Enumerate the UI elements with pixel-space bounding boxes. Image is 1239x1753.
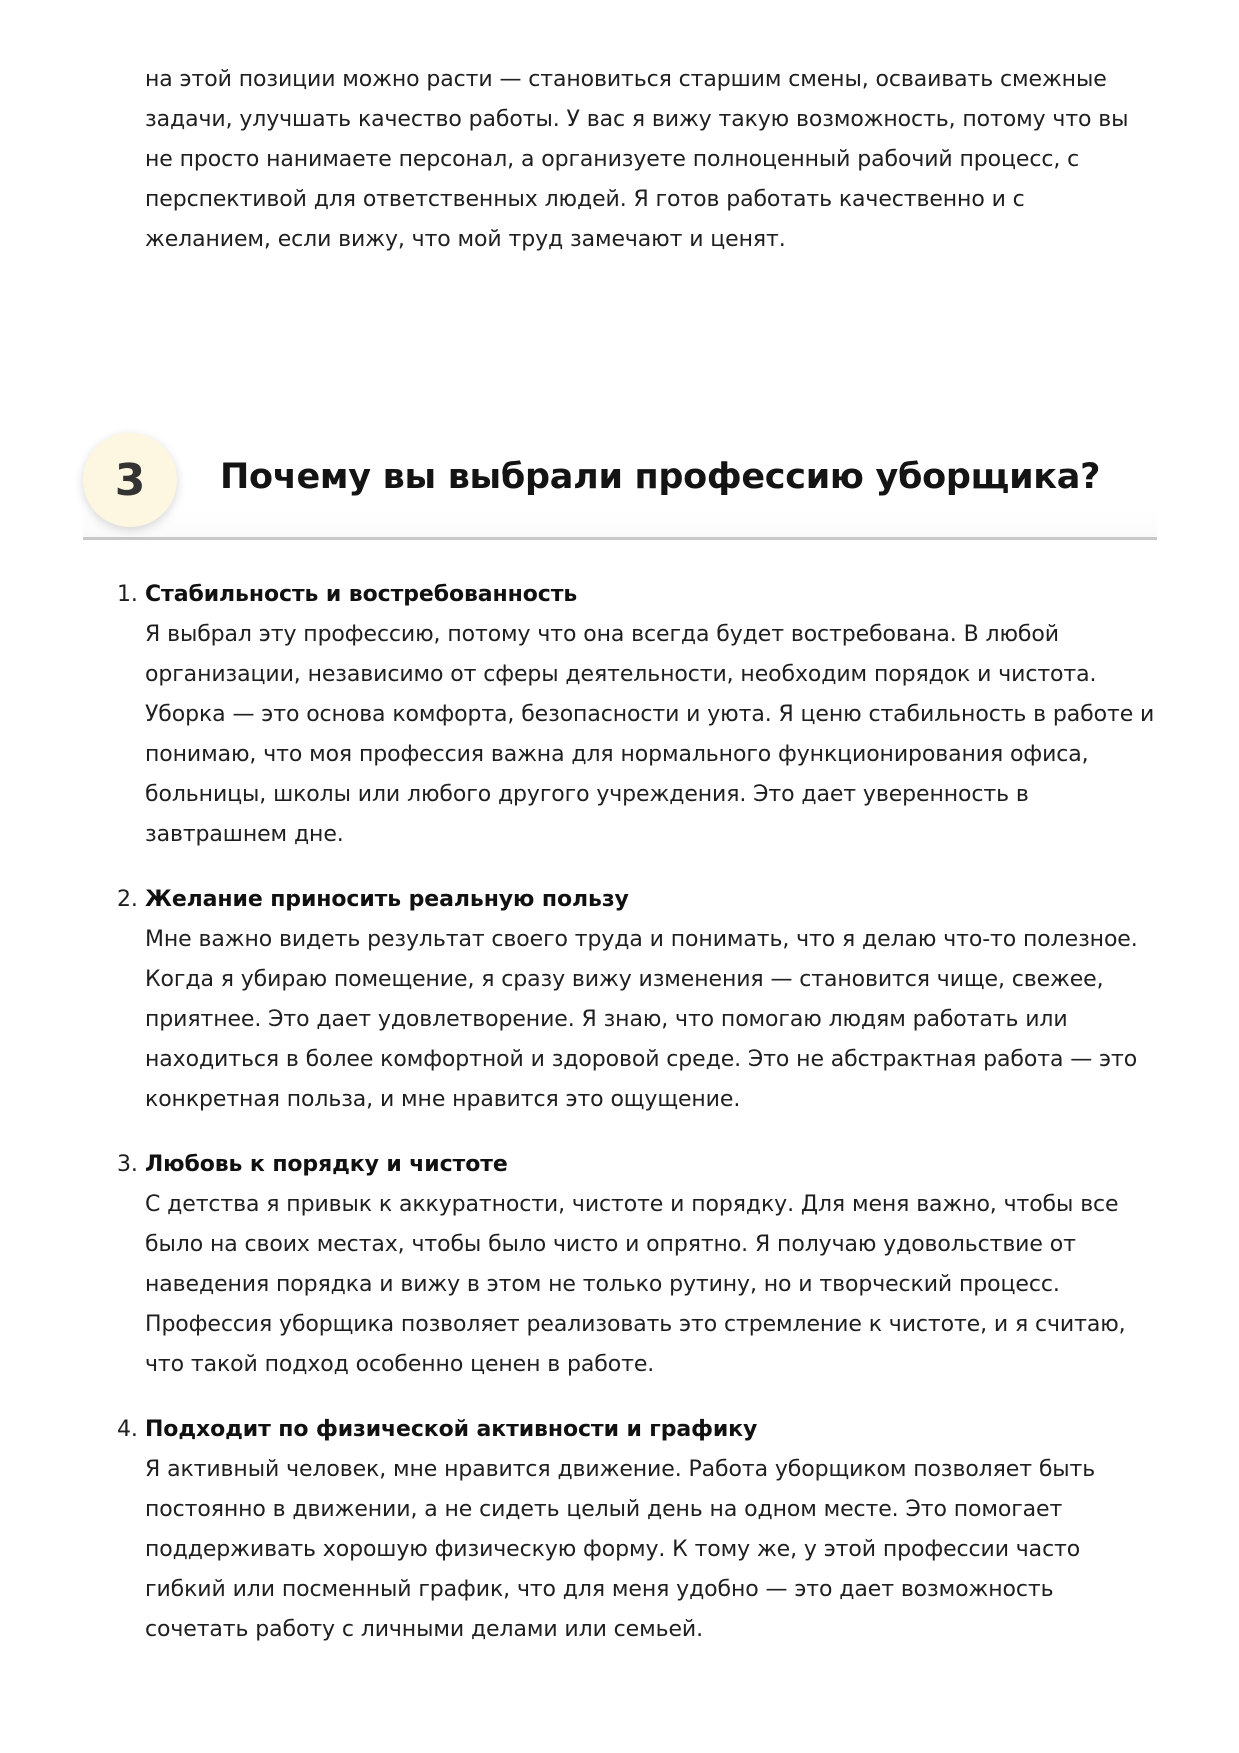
section-title: Почему вы выбрали профессию уборщика?	[220, 457, 1101, 497]
list-item-title: Любовь к порядку и чистоте	[145, 1152, 508, 1177]
section-number-badge: 3	[83, 433, 177, 527]
list-item-text: С детства я привык к аккуратности, чистоте и порядку. Для меня важно, чтобы все было на своих местах, чтобы было чисто и опрятно. Я получаю удовольствие от наведения порядка и вижу в этом не только рутину, но и творческий процесс. Профессия уборщика позволяет реализовать это стремление к чистоте, и я считаю, что такой подход особенно ценен в работе.	[145, 1192, 1126, 1377]
list-item-number: 4.	[117, 1417, 138, 1442]
reasons-list	[117, 575, 1157, 1650]
list-item-number: 3.	[117, 1152, 138, 1177]
list-item	[117, 575, 1157, 855]
list-item-title: Стабильность и востребованность	[145, 582, 578, 607]
list-item	[117, 880, 1157, 1120]
list-item-title: Подходит по физической активности и графику	[145, 1417, 758, 1442]
list-item-text: Я активный человек, мне нравится движение. Работа уборщиком позволяет быть постоянно в движении, а не сидеть целый день на одном месте. Это помогает поддерживать хорошую физическую форму. К тому же, у этой профессии часто гибкий или посменный график, что для меня удобно — это дает возможность сочетать работу с личными делами или семьей.	[145, 1457, 1096, 1642]
section-header	[83, 430, 1157, 540]
list-item-number: 1.	[117, 582, 138, 607]
list-item-number: 2.	[117, 887, 138, 912]
list-item-text: Мне важно видеть результат своего труда и понимать, что я делаю что-то полезное. Когда я убираю помещение, я сразу вижу изменения — становится чище, свежее, приятнее. Это дает удовлетворение. Я знаю, что помогаю людям работать или находиться в более комфортной и здоровой среде. Это не абстрактная работа — это конкретная польза, и мне нравится это ощущение.	[145, 927, 1138, 1112]
intro-paragraph: на этой позиции можно расти — становиться старшим смены, осваивать смежные задачи, улучшать качество работы. У вас я вижу такую возможность, потому что вы не просто нанимаете персонал, а организуете полноценный рабочий процесс, с перспективой для ответственных людей. Я готов работать качественно и с желанием, если вижу, что мой труд замечают и ценят.	[145, 67, 1129, 252]
list-item	[117, 1410, 1157, 1650]
list-item-text: Я выбрал эту профессию, потому что она всегда будет востребована. В любой организации, независимо от сферы деятельности, необходим порядок и чистота. Уборка — это основа комфорта, безопасности и уюта. Я ценю стабильность в работе и понимаю, что моя профессия важна для нормального функционирования офиса, больницы, школы или любого другого учреждения. Это дает уверенность в завтрашнем дне.	[145, 622, 1155, 847]
list-item	[117, 1145, 1157, 1385]
list-item-title: Желание приносить реальную пользу	[145, 887, 629, 912]
